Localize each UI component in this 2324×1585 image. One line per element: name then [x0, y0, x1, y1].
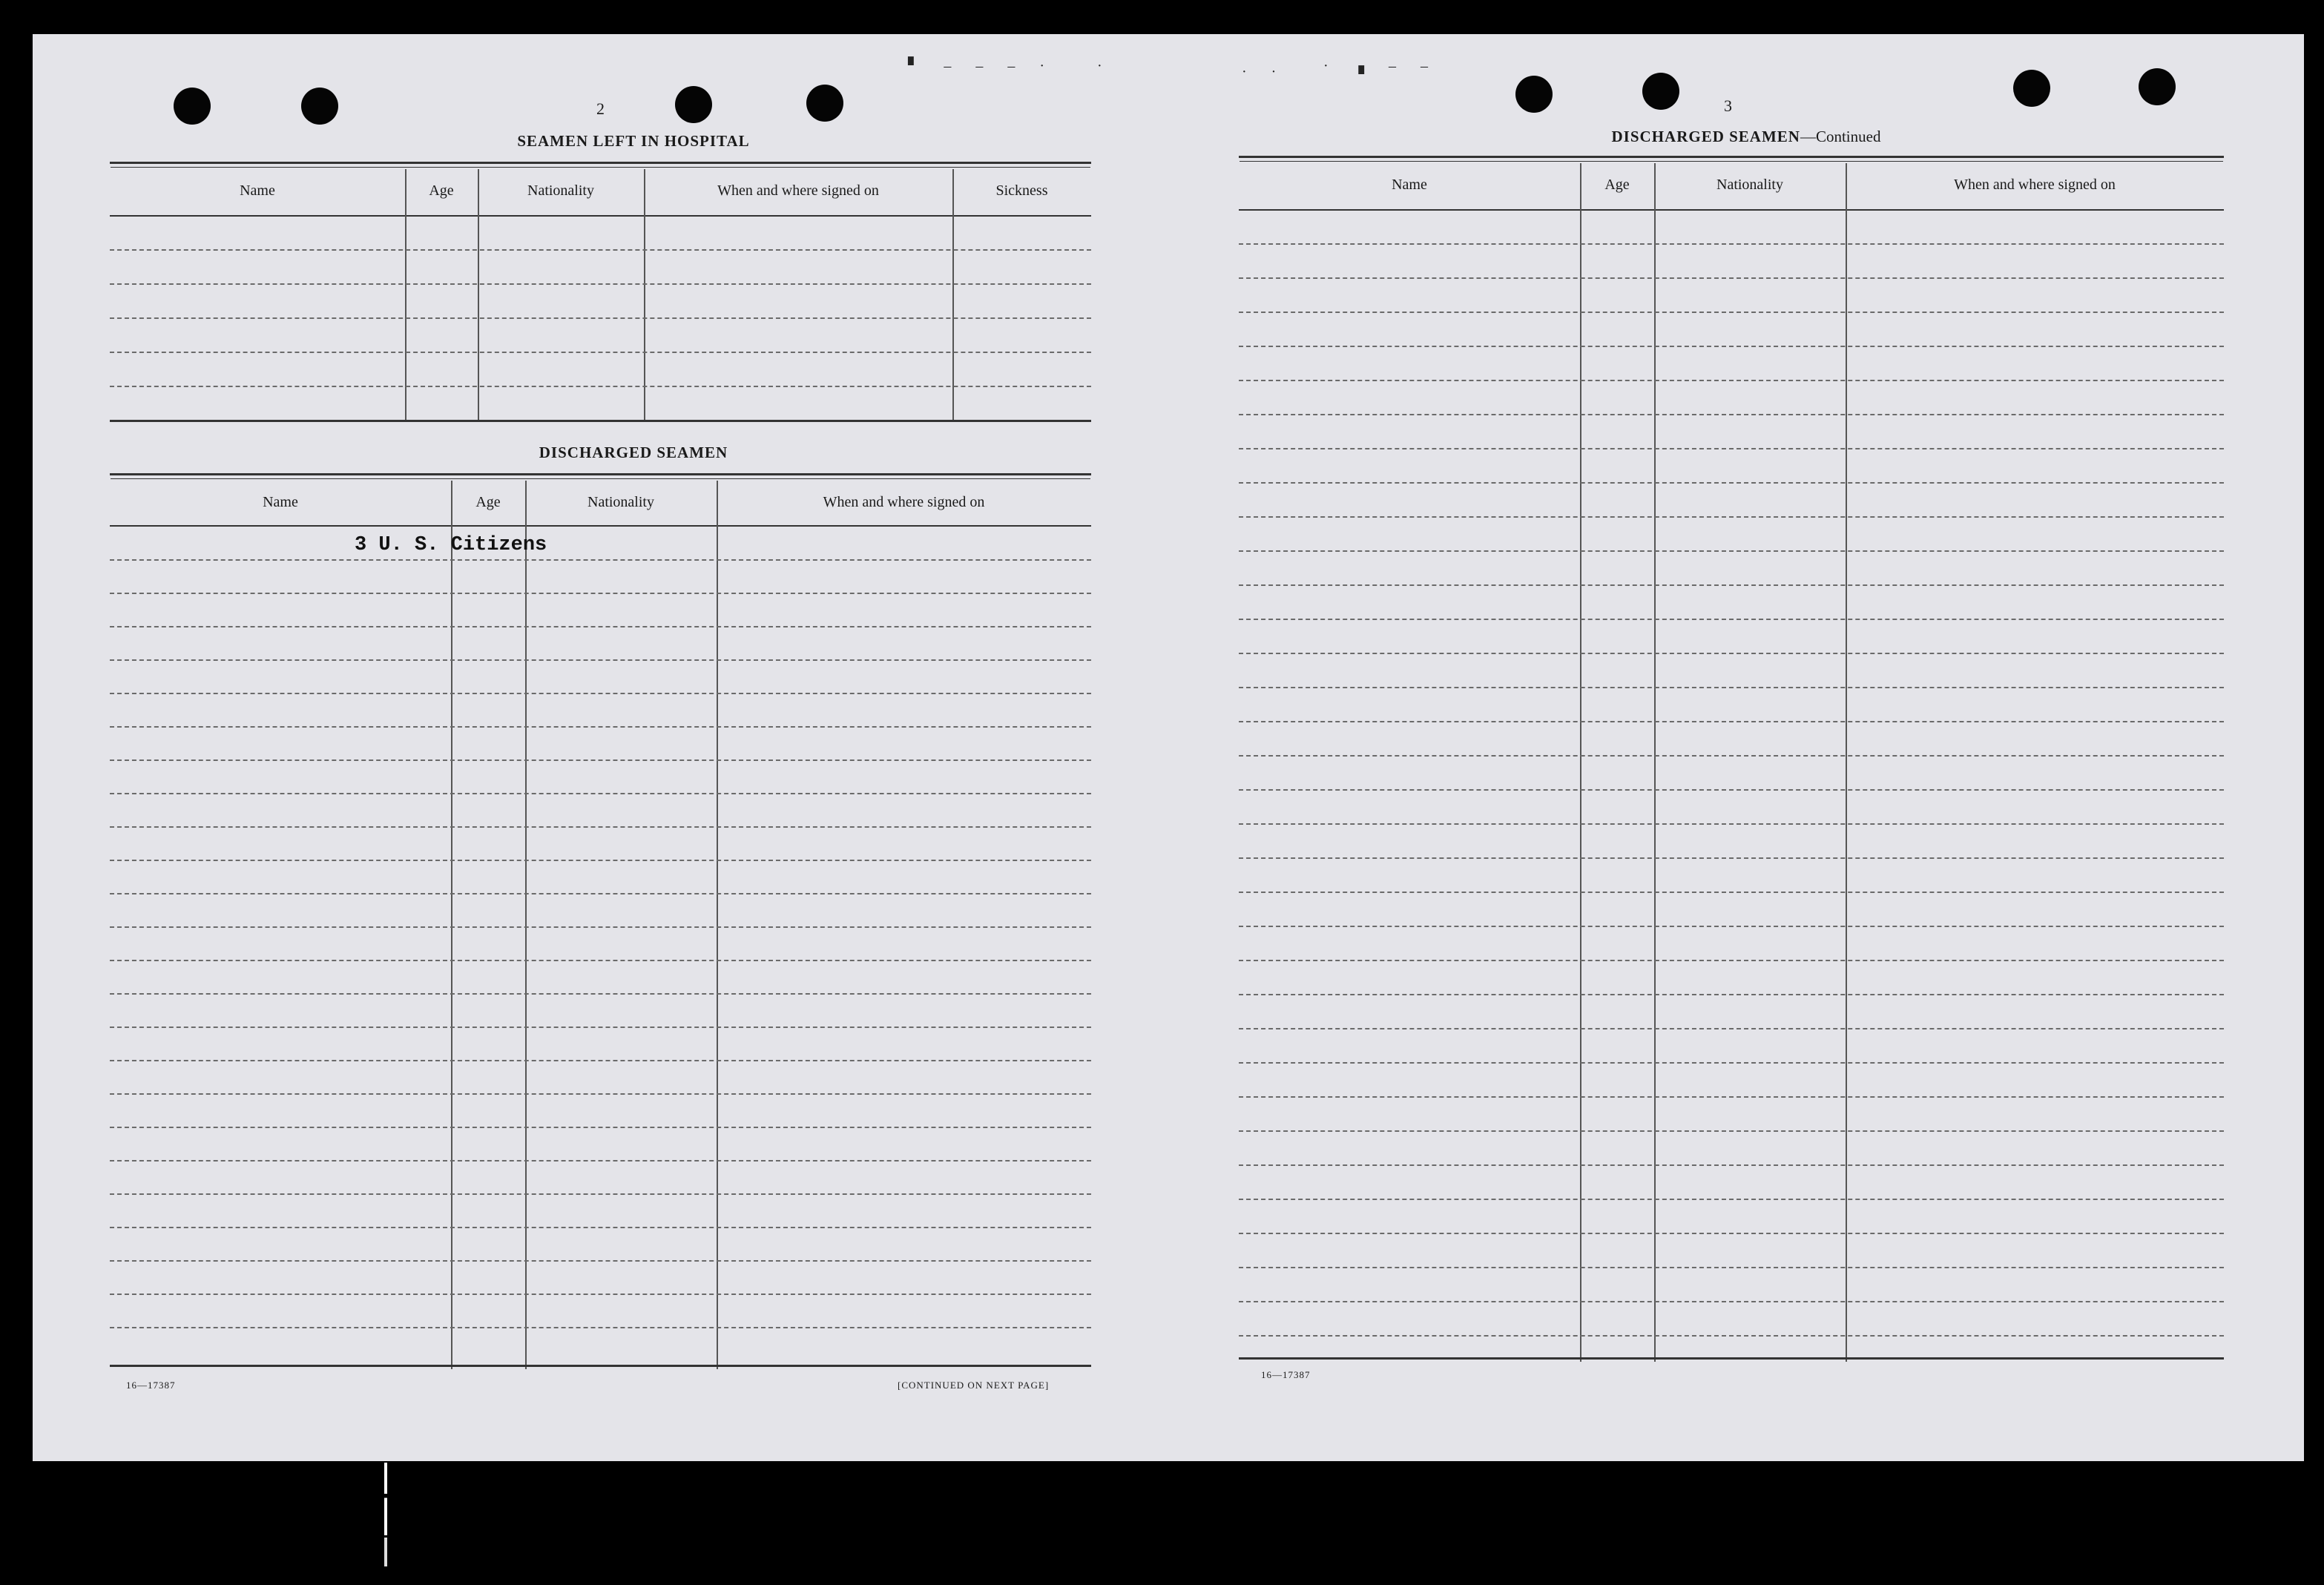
column-divider	[451, 481, 452, 1369]
row-line	[1239, 584, 2224, 586]
row-line	[110, 1060, 1091, 1061]
column-divider	[644, 169, 645, 421]
column-header-signed-on: When and where signed on	[823, 494, 985, 510]
discharged-continued-title-suffix: —Continued	[1800, 128, 1881, 145]
row-line	[110, 993, 1091, 995]
stray-ink-marks: · ▗ ‒ ‒	[1323, 58, 1439, 74]
row-line	[110, 1227, 1091, 1228]
row-line	[110, 1260, 1091, 1262]
discharged-bottom-rule	[110, 1365, 1091, 1367]
discharged-section-title: DISCHARGED SEAMEN	[539, 444, 728, 461]
row-line	[110, 1160, 1091, 1161]
discharged-continued-title	[1501, 128, 1991, 146]
row-line	[1239, 550, 2224, 552]
row-line	[1239, 1028, 2224, 1029]
row-line	[1239, 1335, 2224, 1337]
column-divider	[478, 169, 479, 421]
discharged-continued-table	[1239, 163, 2224, 1362]
row-line	[110, 926, 1091, 928]
typed-entry: 3 U. S. Citizens	[355, 534, 547, 556]
row-line	[1239, 1267, 2224, 1268]
punch-hole-icon	[174, 88, 211, 125]
row-line	[110, 1093, 1091, 1095]
punch-hole-icon	[675, 86, 712, 123]
row-line	[1239, 448, 2224, 449]
row-line	[110, 317, 1091, 319]
column-header-name: Name	[263, 494, 298, 510]
row-line	[110, 1327, 1091, 1328]
discharged-top-rule	[110, 473, 1091, 475]
row-line	[110, 726, 1091, 728]
column-header-name: Name	[240, 182, 275, 199]
row-line	[1239, 482, 2224, 484]
column-header-age: Age	[1604, 177, 1630, 193]
row-line	[110, 593, 1091, 594]
column-header-sickness: Sickness	[995, 182, 1048, 199]
column-header-signed-on: When and where signed on	[1954, 177, 2116, 193]
discharged-continued-top-rule	[1239, 156, 2224, 158]
row-line	[1239, 994, 2224, 995]
document-sheet	[33, 34, 2304, 1461]
row-line	[1239, 857, 2224, 859]
row-line	[110, 759, 1091, 761]
row-line	[110, 960, 1091, 961]
row-line	[110, 826, 1091, 828]
scan-edge-mark	[384, 1463, 387, 1566]
row-line	[1239, 1301, 2224, 1302]
row-line	[1239, 1062, 2224, 1064]
row-line	[1239, 380, 2224, 381]
column-divider	[405, 169, 406, 421]
row-line	[110, 559, 1091, 561]
row-line	[1239, 721, 2224, 722]
discharged-continued-bottom-rule	[1239, 1357, 2224, 1360]
punch-hole-icon	[301, 88, 338, 125]
row-line	[1239, 1096, 2224, 1098]
row-line	[110, 693, 1091, 694]
column-header-signed-on: When and where signed on	[717, 182, 879, 199]
row-line	[1239, 960, 2224, 961]
row-line	[1239, 755, 2224, 757]
form-number: 16—17387	[1261, 1369, 1311, 1380]
row-line	[1239, 243, 2224, 245]
row-line	[110, 386, 1091, 387]
row-line	[1239, 892, 2224, 893]
row-line	[1239, 926, 2224, 927]
row-line	[110, 1294, 1091, 1295]
column-header-age: Age	[475, 494, 501, 510]
row-line	[110, 659, 1091, 661]
form-number: 16—17387	[126, 1380, 176, 1391]
row-line	[110, 860, 1091, 861]
row-line	[110, 283, 1091, 285]
punch-hole-icon	[1515, 76, 1553, 113]
column-header-nationality: Nationality	[1716, 177, 1783, 193]
row-line	[1239, 1233, 2224, 1234]
row-line	[1239, 687, 2224, 688]
discharged-continued-title-main: DISCHARGED SEAMEN	[1611, 128, 1800, 145]
row-line	[110, 626, 1091, 627]
row-line	[1239, 823, 2224, 825]
row-line	[1239, 789, 2224, 791]
discharged-table	[110, 481, 1091, 1369]
row-line	[1239, 516, 2224, 518]
hospital-top-rule	[110, 162, 1091, 164]
page-number: 3	[1724, 96, 1732, 115]
column-divider	[1580, 163, 1581, 1362]
hospital-table	[110, 169, 1091, 421]
punch-hole-icon	[2013, 70, 2050, 107]
column-divider	[717, 481, 718, 1369]
row-line	[1239, 653, 2224, 654]
row-line	[1239, 1164, 2224, 1166]
punch-hole-icon	[1642, 73, 1679, 110]
row-line	[1239, 1199, 2224, 1200]
row-line	[1239, 619, 2224, 620]
row-line	[1239, 277, 2224, 279]
column-divider	[525, 481, 527, 1369]
row-line	[1239, 414, 2224, 415]
column-divider	[952, 169, 954, 421]
stray-ink-marks: ▘ ‒ ‒ ‒ · ·	[908, 58, 1113, 74]
row-line	[110, 1127, 1091, 1128]
row-line	[110, 1193, 1091, 1195]
column-header-nationality: Nationality	[527, 182, 594, 199]
row-line	[110, 352, 1091, 353]
row-line	[1239, 346, 2224, 347]
row-line	[110, 1027, 1091, 1028]
column-header-nationality: Nationality	[587, 494, 654, 510]
row-line	[110, 893, 1091, 894]
continued-note: [CONTINUED ON NEXT PAGE]	[898, 1380, 1050, 1391]
column-divider	[1846, 163, 1847, 1362]
column-divider	[1654, 163, 1656, 1362]
stray-ink-marks: · ·	[1242, 64, 1287, 80]
punch-hole-icon	[806, 85, 843, 122]
row-line	[1239, 312, 2224, 313]
page-number: 2	[596, 99, 605, 118]
row-line	[1239, 1130, 2224, 1132]
hospital-section-title: SEAMEN LEFT IN HOSPITAL	[517, 132, 750, 150]
hospital-bottom-rule	[110, 420, 1091, 422]
punch-hole-icon	[2139, 68, 2176, 105]
row-line	[110, 249, 1091, 251]
row-line	[110, 793, 1091, 794]
column-header-name: Name	[1392, 177, 1427, 193]
column-header-age: Age	[429, 182, 454, 199]
